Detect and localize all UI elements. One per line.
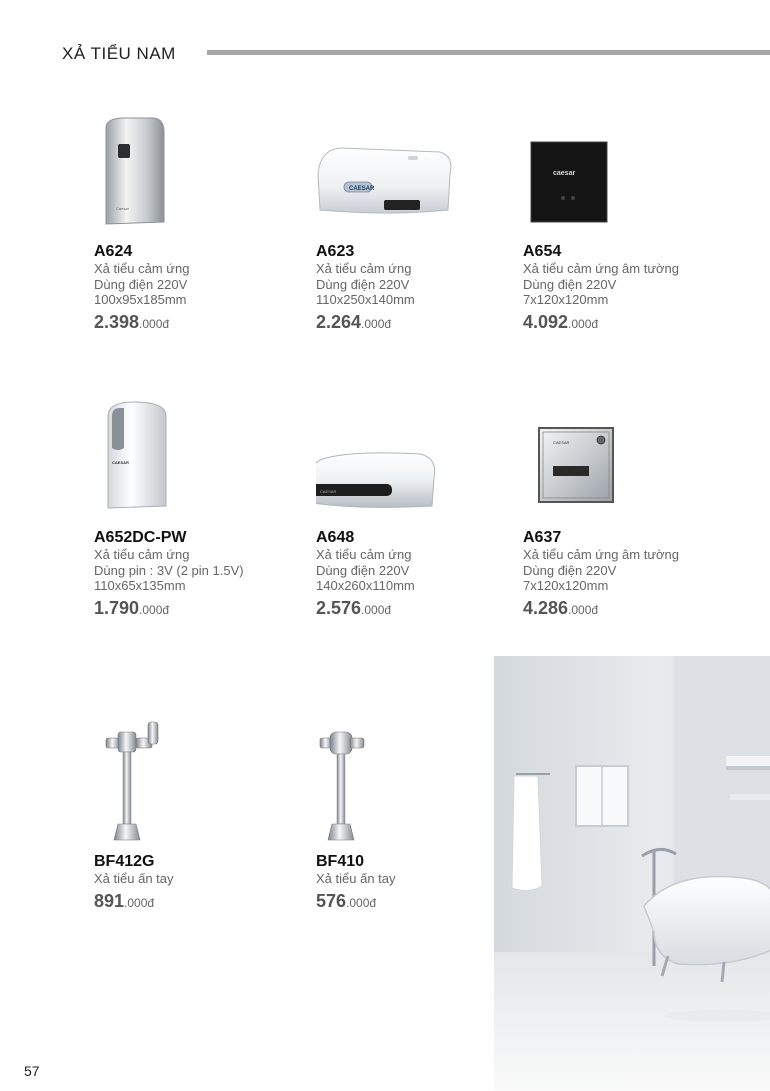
- brand-label-a637: CAESAR: [553, 440, 570, 445]
- product-code: A637: [523, 529, 562, 546]
- price-value: 891: [94, 890, 125, 911]
- product-desc: Xả tiểu cảm ứng: [94, 261, 190, 276]
- product-price: [523, 598, 723, 619]
- title-rule: [207, 50, 770, 55]
- product-code: A623: [316, 243, 355, 260]
- product-a648[interactable]: [316, 398, 516, 619]
- brand-label-a654: caesar: [553, 170, 576, 177]
- product-size: 110x250x140mm: [316, 292, 415, 307]
- product-a654[interactable]: [523, 112, 723, 333]
- price-value: 576: [316, 890, 347, 911]
- product-power: Dùng điện 220V: [94, 276, 188, 292]
- product-size: 100x95x185mm: [94, 292, 187, 307]
- product-a652dc-pw[interactable]: [94, 398, 294, 619]
- product-image-a648: [316, 398, 516, 528]
- price-value: 2.576: [316, 597, 362, 618]
- product-image-bf410: [316, 712, 516, 852]
- price-suffix: .000đ: [124, 895, 155, 910]
- product-desc: Xả tiểu cảm ứng âm tường: [523, 547, 679, 562]
- product-power: Dùng điện 220V: [316, 276, 410, 292]
- page-number: 57: [24, 1063, 40, 1079]
- product-desc: Xả tiểu cảm ứng âm tường: [523, 261, 679, 276]
- product-price: [94, 312, 294, 333]
- price-suffix: .000đ: [568, 316, 599, 331]
- product-bf410[interactable]: [316, 712, 516, 912]
- price-suffix: .000đ: [361, 316, 392, 331]
- product-desc: Xả tiểu cảm ứng: [316, 261, 412, 276]
- product-image-a652dc-pw: [94, 398, 294, 528]
- bathroom-photo: [494, 656, 770, 1091]
- page-title: XẢ TIỂU NAM: [62, 44, 176, 63]
- product-a637[interactable]: [523, 398, 723, 619]
- brand-label-a652: CAESAR: [112, 460, 129, 465]
- product-image-a654: [523, 112, 723, 242]
- product-image-a623: [316, 112, 516, 242]
- price-suffix: .000đ: [139, 316, 170, 331]
- price-value: 4.092: [523, 311, 569, 332]
- product-price: [94, 891, 294, 912]
- product-image-a637: [523, 398, 723, 528]
- price-value: 2.398: [94, 311, 140, 332]
- price-suffix: .000đ: [346, 895, 377, 910]
- product-code: BF412G: [94, 853, 155, 870]
- product-size: 110x65x135mm: [94, 578, 186, 593]
- product-power: Dùng điện 220V: [316, 562, 410, 578]
- product-bf412g[interactable]: [94, 712, 294, 912]
- product-a623[interactable]: [316, 112, 516, 333]
- product-image-a624: [94, 112, 294, 242]
- product-code: A652DC-PW: [94, 529, 187, 546]
- product-power: Dùng pin : 3V (2 pin 1.5V): [94, 562, 244, 578]
- product-desc: Xả tiểu ấn tay: [94, 871, 174, 886]
- product-power: Dùng điện 220V: [523, 276, 617, 292]
- product-size: 7x120x120mm: [523, 292, 609, 307]
- product-code: BF410: [316, 853, 365, 870]
- product-code: A624: [94, 243, 133, 260]
- product-price: [94, 598, 294, 619]
- product-desc: Xả tiểu ấn tay: [316, 871, 396, 886]
- brand-label-a623: CAESAR: [349, 186, 375, 192]
- product-desc: Xả tiểu cảm ứng: [94, 547, 190, 562]
- product-price: [316, 598, 516, 619]
- brand-label-a648: CAESAR: [320, 489, 337, 494]
- price-suffix: .000đ: [568, 602, 599, 617]
- product-price: [316, 891, 516, 912]
- price-suffix: .000đ: [139, 602, 170, 617]
- brand-label-a624: Caesar: [116, 206, 129, 211]
- product-a624[interactable]: [94, 112, 294, 333]
- product-image-bf412g: [94, 712, 294, 852]
- product-desc: Xả tiểu cảm ứng: [316, 547, 412, 562]
- price-value: 1.790: [94, 597, 140, 618]
- product-price: [316, 312, 516, 333]
- product-size: 7x120x120mm: [523, 578, 609, 593]
- product-code: A654: [523, 243, 562, 260]
- price-value: 4.286: [523, 597, 569, 618]
- product-price: [523, 312, 723, 333]
- product-size: 140x260x110mm: [316, 578, 415, 593]
- product-code: A648: [316, 529, 355, 546]
- price-value: 2.264: [316, 311, 362, 332]
- product-power: Dùng điện 220V: [523, 562, 617, 578]
- price-suffix: .000đ: [361, 602, 392, 617]
